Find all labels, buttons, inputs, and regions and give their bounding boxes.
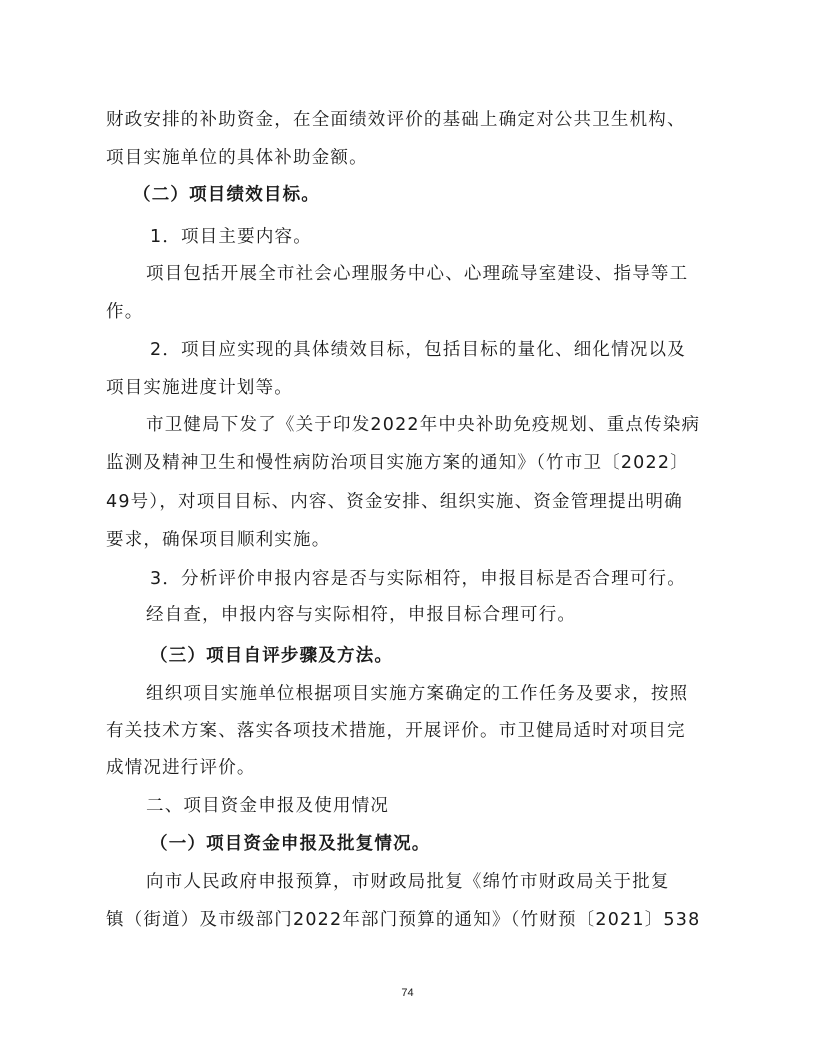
paragraph-line: 项目实施进度计划等。 <box>106 378 293 398</box>
paragraph-line: 成情况进行评价。 <box>106 758 256 778</box>
section-heading: 二、项目资金申报及使用情况 <box>146 796 390 816</box>
section-heading: （三）项目自评步骤及方法。 <box>150 646 394 666</box>
paragraph-line: 市卫健局下发了《关于印发2022年中央补助免疫规划、重点传染病 <box>146 415 701 435</box>
paragraph-line: 项目包括开展全市社会心理服务中心、心理疏导室建设、指导等工 <box>146 264 689 284</box>
paragraph-line: 1．项目主要内容。 <box>150 227 312 247</box>
section-heading: （二）项目绩效目标。 <box>133 185 320 205</box>
paragraph-line: 3．分析评价申报内容是否与实际相符，申报目标是否合理可行。 <box>150 569 686 589</box>
paragraph-line: 49号），对项目目标、内容、资金安排、组织实施、资金管理提出明确 <box>106 492 683 512</box>
paragraph-line: 项目实施单位的具体补助金额。 <box>106 148 368 168</box>
paragraph-line: 向市人民政府申报预算，市财政局批复《绵竹市财政局关于批复 <box>146 872 670 892</box>
paragraph-line: 作。 <box>106 302 144 322</box>
paragraph-line: 监测及精神卫生和慢性病防治项目实施方案的通知》（竹市卫〔2022〕 <box>106 453 689 473</box>
page-number: 74 <box>401 987 414 999</box>
paragraph-line: 镇（街道）及市级部门2022年部门预算的通知》（竹财预〔2021〕538 <box>106 910 701 930</box>
paragraph-line: 2．项目应实现的具体绩效目标，包括目标的量化、细化情况以及 <box>150 340 686 360</box>
paragraph-line: 经自查，申报内容与实际相符，申报目标合理可行。 <box>146 605 577 625</box>
paragraph-line: 要求，确保项目顺利实施。 <box>106 530 331 550</box>
paragraph-line: 组织项目实施单位根据项目实施方案确定的工作任务及要求，按照 <box>146 684 689 704</box>
paragraph-line: 财政安排的补助资金，在全面绩效评价的基础上确定对公共卫生机构、 <box>106 110 686 130</box>
paragraph-line: 有关技术方案、落实各项技术措施，开展评价。市卫健局适时对项目完 <box>106 721 686 741</box>
section-heading: （一）项目资金申报及批复情况。 <box>150 834 431 854</box>
